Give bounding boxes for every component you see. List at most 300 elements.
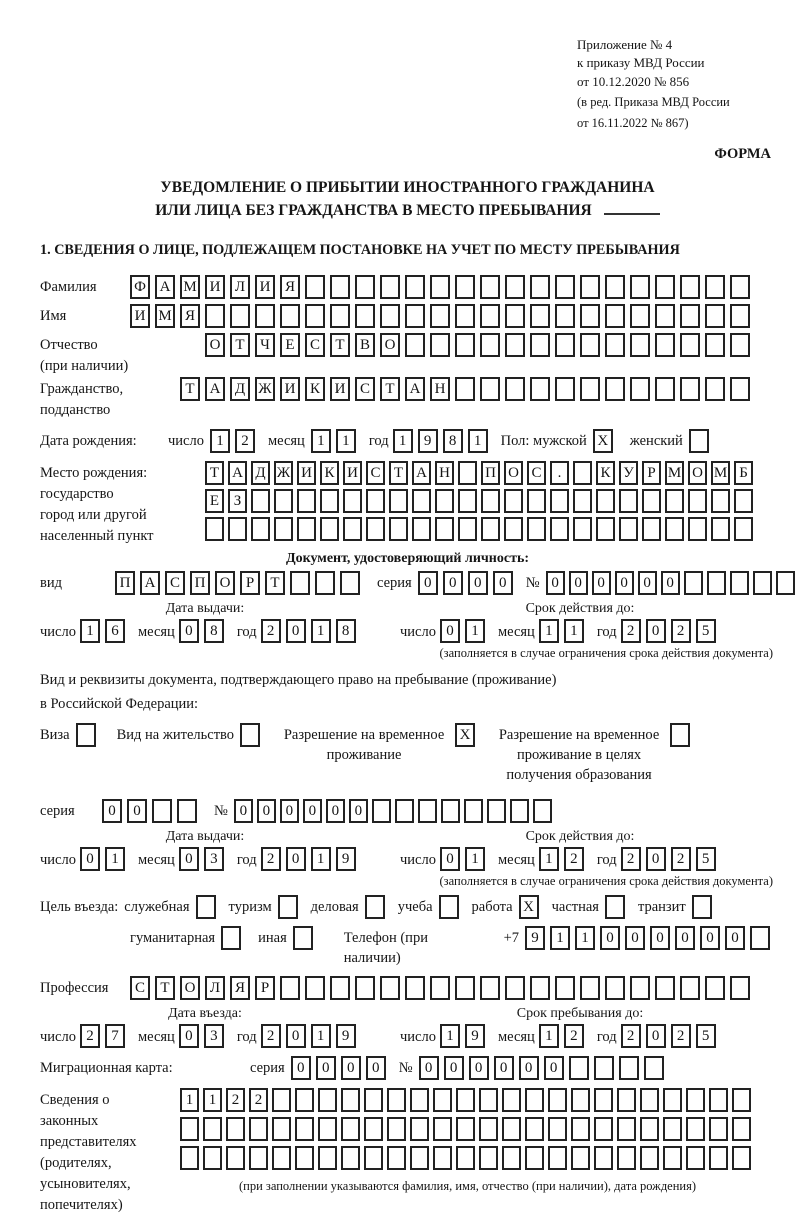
char-box[interactable]: 2 <box>621 619 641 643</box>
char-box[interactable] <box>412 517 431 541</box>
char-box[interactable] <box>502 1117 521 1141</box>
char-box[interactable]: П <box>115 571 135 595</box>
char-box[interactable]: 2 <box>261 619 281 643</box>
char-box[interactable] <box>205 517 224 541</box>
char-box[interactable] <box>596 517 615 541</box>
char-box[interactable] <box>272 1088 291 1112</box>
char-box[interactable]: 1 <box>180 1088 199 1112</box>
char-box[interactable]: 0 <box>615 571 634 595</box>
char-box[interactable] <box>605 275 625 299</box>
char-box[interactable] <box>355 275 375 299</box>
char-box[interactable]: 1 <box>80 619 100 643</box>
char-box[interactable]: 1 <box>468 429 488 453</box>
char-box[interactable] <box>410 1088 429 1112</box>
char-box[interactable] <box>596 489 615 513</box>
char-box[interactable] <box>525 1117 544 1141</box>
char-box[interactable]: Е <box>205 489 224 513</box>
char-box[interactable]: Ж <box>274 461 293 485</box>
char-box[interactable] <box>305 976 325 1000</box>
char-box[interactable] <box>380 304 400 328</box>
char-box[interactable]: А <box>405 377 425 401</box>
char-box[interactable]: 1 <box>550 926 570 950</box>
char-box[interactable]: Т <box>330 333 350 357</box>
char-box[interactable] <box>530 333 550 357</box>
char-box[interactable] <box>455 304 475 328</box>
char-box[interactable]: 0 <box>234 799 253 823</box>
char-box[interactable] <box>530 976 550 1000</box>
char-box[interactable]: К <box>596 461 615 485</box>
char-box[interactable] <box>555 304 575 328</box>
checkbox[interactable] <box>670 723 690 747</box>
char-box[interactable] <box>505 377 525 401</box>
char-box[interactable]: 5 <box>696 619 716 643</box>
char-box[interactable] <box>330 976 350 1000</box>
char-box[interactable] <box>655 333 675 357</box>
char-box[interactable] <box>580 377 600 401</box>
char-box[interactable] <box>366 517 385 541</box>
char-box[interactable]: 0 <box>600 926 620 950</box>
char-box[interactable]: 9 <box>418 429 438 453</box>
char-box[interactable] <box>569 1056 589 1080</box>
char-box[interactable]: 2 <box>226 1088 245 1112</box>
char-box[interactable] <box>711 517 730 541</box>
char-box[interactable]: А <box>155 275 175 299</box>
char-box[interactable] <box>580 304 600 328</box>
checkbox[interactable] <box>278 895 298 919</box>
char-box[interactable] <box>355 976 375 1000</box>
char-box[interactable]: И <box>205 275 225 299</box>
char-box[interactable] <box>711 489 730 513</box>
char-box[interactable]: 0 <box>569 571 588 595</box>
char-box[interactable] <box>617 1117 636 1141</box>
char-box[interactable]: Р <box>642 461 661 485</box>
char-box[interactable] <box>732 1146 751 1170</box>
char-box[interactable] <box>318 1117 337 1141</box>
char-box[interactable] <box>177 799 197 823</box>
char-box[interactable] <box>410 1117 429 1141</box>
char-box[interactable] <box>630 275 650 299</box>
char-box[interactable] <box>605 333 625 357</box>
char-box[interactable]: З <box>228 489 247 513</box>
char-box[interactable]: 0 <box>625 926 645 950</box>
char-box[interactable] <box>573 517 592 541</box>
checkbox[interactable]: X <box>455 723 475 747</box>
char-box[interactable] <box>387 1088 406 1112</box>
char-box[interactable] <box>548 1117 567 1141</box>
checkbox[interactable] <box>605 895 625 919</box>
char-box[interactable]: Л <box>205 976 225 1000</box>
char-box[interactable] <box>655 275 675 299</box>
char-box[interactable]: 9 <box>525 926 545 950</box>
char-box[interactable] <box>580 275 600 299</box>
char-box[interactable] <box>644 1056 664 1080</box>
char-box[interactable]: 1 <box>440 1024 460 1048</box>
char-box[interactable] <box>705 377 725 401</box>
char-box[interactable] <box>571 1117 590 1141</box>
char-box[interactable] <box>580 976 600 1000</box>
char-box[interactable] <box>410 1146 429 1170</box>
char-box[interactable]: Д <box>251 461 270 485</box>
char-box[interactable]: 0 <box>257 799 276 823</box>
char-box[interactable] <box>684 571 703 595</box>
char-box[interactable] <box>455 275 475 299</box>
char-box[interactable] <box>418 799 437 823</box>
char-box[interactable] <box>387 1146 406 1170</box>
char-box[interactable] <box>555 377 575 401</box>
char-box[interactable]: 0 <box>700 926 720 950</box>
char-box[interactable]: 9 <box>465 1024 485 1048</box>
char-box[interactable]: 0 <box>418 571 438 595</box>
char-box[interactable] <box>505 304 525 328</box>
char-box[interactable]: 2 <box>671 1024 691 1048</box>
char-box[interactable] <box>730 275 750 299</box>
char-box[interactable] <box>251 517 270 541</box>
char-box[interactable]: 5 <box>696 1024 716 1048</box>
char-box[interactable] <box>655 976 675 1000</box>
char-box[interactable] <box>290 571 310 595</box>
char-box[interactable]: И <box>130 304 150 328</box>
char-box[interactable] <box>550 489 569 513</box>
char-box[interactable] <box>504 517 523 541</box>
char-box[interactable]: Л <box>230 275 250 299</box>
char-box[interactable]: 0 <box>468 571 488 595</box>
char-box[interactable] <box>297 489 316 513</box>
char-box[interactable]: 8 <box>204 619 224 643</box>
char-box[interactable] <box>705 304 725 328</box>
char-box[interactable] <box>372 799 391 823</box>
char-box[interactable] <box>456 1088 475 1112</box>
char-box[interactable]: 0 <box>493 571 513 595</box>
char-box[interactable]: И <box>330 377 350 401</box>
char-box[interactable]: 0 <box>661 571 680 595</box>
char-box[interactable] <box>481 517 500 541</box>
char-box[interactable] <box>430 976 450 1000</box>
checkbox[interactable]: X <box>593 429 613 453</box>
char-box[interactable]: П <box>190 571 210 595</box>
char-box[interactable] <box>295 1117 314 1141</box>
char-box[interactable]: И <box>255 275 275 299</box>
char-box[interactable] <box>433 1117 452 1141</box>
checkbox[interactable] <box>692 895 712 919</box>
char-box[interactable] <box>341 1088 360 1112</box>
char-box[interactable] <box>530 275 550 299</box>
char-box[interactable] <box>617 1146 636 1170</box>
char-box[interactable] <box>340 571 360 595</box>
char-box[interactable] <box>734 489 753 513</box>
char-box[interactable] <box>686 1088 705 1112</box>
char-box[interactable]: Я <box>230 976 250 1000</box>
char-box[interactable] <box>295 1088 314 1112</box>
char-box[interactable] <box>318 1146 337 1170</box>
char-box[interactable]: 1 <box>575 926 595 950</box>
char-box[interactable] <box>180 1117 199 1141</box>
char-box[interactable] <box>297 517 316 541</box>
char-box[interactable]: 0 <box>291 1056 311 1080</box>
char-box[interactable] <box>730 377 750 401</box>
char-box[interactable]: Т <box>180 377 200 401</box>
char-box[interactable] <box>481 489 500 513</box>
checkbox[interactable] <box>293 926 313 950</box>
char-box[interactable]: 0 <box>286 1024 306 1048</box>
char-box[interactable] <box>594 1056 614 1080</box>
checkbox[interactable] <box>365 895 385 919</box>
char-box[interactable]: Р <box>240 571 260 595</box>
char-box[interactable]: 1 <box>311 619 331 643</box>
char-box[interactable]: Т <box>155 976 175 1000</box>
char-box[interactable]: 0 <box>341 1056 361 1080</box>
char-box[interactable] <box>205 304 225 328</box>
char-box[interactable] <box>605 377 625 401</box>
char-box[interactable] <box>479 1117 498 1141</box>
char-box[interactable] <box>680 333 700 357</box>
char-box[interactable]: С <box>527 461 546 485</box>
char-box[interactable] <box>571 1088 590 1112</box>
char-box[interactable] <box>405 333 425 357</box>
char-box[interactable] <box>709 1117 728 1141</box>
char-box[interactable] <box>630 377 650 401</box>
char-box[interactable] <box>640 1088 659 1112</box>
char-box[interactable]: Н <box>430 377 450 401</box>
char-box[interactable]: Ф <box>130 275 150 299</box>
char-box[interactable]: 1 <box>393 429 413 453</box>
char-box[interactable] <box>594 1146 613 1170</box>
char-box[interactable]: 2 <box>261 1024 281 1048</box>
char-box[interactable]: Д <box>230 377 250 401</box>
char-box[interactable] <box>655 377 675 401</box>
char-box[interactable] <box>573 489 592 513</box>
char-box[interactable] <box>249 1117 268 1141</box>
char-box[interactable] <box>433 1146 452 1170</box>
char-box[interactable]: 0 <box>286 847 306 871</box>
char-box[interactable]: М <box>711 461 730 485</box>
char-box[interactable] <box>255 304 275 328</box>
char-box[interactable] <box>571 1146 590 1170</box>
char-box[interactable]: М <box>665 461 684 485</box>
char-box[interactable]: С <box>130 976 150 1000</box>
char-box[interactable] <box>272 1117 291 1141</box>
char-box[interactable]: А <box>140 571 160 595</box>
char-box[interactable] <box>330 304 350 328</box>
char-box[interactable] <box>730 976 750 1000</box>
char-box[interactable] <box>458 461 477 485</box>
char-box[interactable]: 0 <box>179 619 199 643</box>
char-box[interactable]: 0 <box>127 799 147 823</box>
char-box[interactable]: С <box>165 571 185 595</box>
char-box[interactable] <box>380 275 400 299</box>
char-box[interactable]: 1 <box>311 429 331 453</box>
char-box[interactable] <box>487 799 506 823</box>
char-box[interactable] <box>619 489 638 513</box>
char-box[interactable]: О <box>504 461 523 485</box>
char-box[interactable] <box>395 799 414 823</box>
char-box[interactable] <box>318 1088 337 1112</box>
char-box[interactable] <box>642 489 661 513</box>
char-box[interactable]: 1 <box>203 1088 222 1112</box>
char-box[interactable] <box>251 489 270 513</box>
char-box[interactable] <box>707 571 726 595</box>
char-box[interactable]: 2 <box>235 429 255 453</box>
char-box[interactable] <box>387 1117 406 1141</box>
char-box[interactable] <box>458 489 477 513</box>
char-box[interactable]: 0 <box>544 1056 564 1080</box>
char-box[interactable]: И <box>280 377 300 401</box>
char-box[interactable] <box>630 333 650 357</box>
char-box[interactable] <box>366 489 385 513</box>
char-box[interactable] <box>665 517 684 541</box>
char-box[interactable] <box>730 571 749 595</box>
char-box[interactable] <box>456 1146 475 1170</box>
char-box[interactable] <box>619 517 638 541</box>
char-box[interactable] <box>364 1088 383 1112</box>
char-box[interactable] <box>555 976 575 1000</box>
char-box[interactable]: 0 <box>80 847 100 871</box>
char-box[interactable]: Ж <box>255 377 275 401</box>
char-box[interactable]: А <box>205 377 225 401</box>
char-box[interactable]: Н <box>435 461 454 485</box>
char-box[interactable] <box>435 489 454 513</box>
char-box[interactable]: 0 <box>519 1056 539 1080</box>
char-box[interactable] <box>389 489 408 513</box>
char-box[interactable] <box>226 1117 245 1141</box>
char-box[interactable] <box>505 333 525 357</box>
char-box[interactable] <box>230 304 250 328</box>
char-box[interactable] <box>527 489 546 513</box>
char-box[interactable]: 2 <box>671 619 691 643</box>
char-box[interactable]: 0 <box>102 799 122 823</box>
char-box[interactable]: Т <box>389 461 408 485</box>
char-box[interactable] <box>605 304 625 328</box>
char-box[interactable] <box>228 517 247 541</box>
char-box[interactable] <box>680 275 700 299</box>
char-box[interactable]: 0 <box>366 1056 386 1080</box>
char-box[interactable]: 1 <box>539 1024 559 1048</box>
char-box[interactable] <box>458 517 477 541</box>
char-box[interactable] <box>355 304 375 328</box>
char-box[interactable]: О <box>215 571 235 595</box>
char-box[interactable]: 1 <box>539 847 559 871</box>
char-box[interactable]: 1 <box>336 429 356 453</box>
char-box[interactable] <box>594 1088 613 1112</box>
char-box[interactable] <box>630 304 650 328</box>
char-box[interactable] <box>705 275 725 299</box>
checkbox[interactable] <box>196 895 216 919</box>
char-box[interactable]: М <box>180 275 200 299</box>
char-box[interactable] <box>430 304 450 328</box>
checkbox[interactable] <box>439 895 459 919</box>
char-box[interactable] <box>389 517 408 541</box>
char-box[interactable] <box>505 275 525 299</box>
char-box[interactable] <box>686 1146 705 1170</box>
char-box[interactable] <box>364 1117 383 1141</box>
char-box[interactable] <box>305 304 325 328</box>
char-box[interactable] <box>594 1117 613 1141</box>
char-box[interactable] <box>502 1088 521 1112</box>
char-box[interactable] <box>510 799 529 823</box>
char-box[interactable] <box>480 275 500 299</box>
char-box[interactable] <box>249 1146 268 1170</box>
char-box[interactable] <box>680 304 700 328</box>
char-box[interactable]: К <box>320 461 339 485</box>
char-box[interactable] <box>533 799 552 823</box>
char-box[interactable]: 2 <box>261 847 281 871</box>
checkbox[interactable]: X <box>519 895 539 919</box>
char-box[interactable]: 3 <box>204 1024 224 1048</box>
char-box[interactable] <box>686 1117 705 1141</box>
char-box[interactable] <box>527 517 546 541</box>
char-box[interactable] <box>274 517 293 541</box>
char-box[interactable] <box>573 461 592 485</box>
char-box[interactable]: У <box>619 461 638 485</box>
char-box[interactable] <box>274 489 293 513</box>
char-box[interactable]: 2 <box>621 1024 641 1048</box>
char-box[interactable]: . <box>550 461 569 485</box>
char-box[interactable] <box>750 926 770 950</box>
char-box[interactable]: 1 <box>311 1024 331 1048</box>
char-box[interactable] <box>441 799 460 823</box>
char-box[interactable]: 0 <box>725 926 745 950</box>
char-box[interactable] <box>479 1146 498 1170</box>
char-box[interactable]: 0 <box>286 619 306 643</box>
char-box[interactable] <box>455 377 475 401</box>
char-box[interactable]: Е <box>280 333 300 357</box>
char-box[interactable]: 1 <box>564 619 584 643</box>
char-box[interactable]: Р <box>255 976 275 1000</box>
char-box[interactable] <box>341 1117 360 1141</box>
char-box[interactable]: 0 <box>650 926 670 950</box>
char-box[interactable] <box>341 1146 360 1170</box>
char-box[interactable]: К <box>305 377 325 401</box>
char-box[interactable] <box>480 976 500 1000</box>
char-box[interactable] <box>730 333 750 357</box>
char-box[interactable]: 0 <box>179 1024 199 1048</box>
char-box[interactable] <box>430 275 450 299</box>
char-box[interactable]: 0 <box>280 799 299 823</box>
char-box[interactable] <box>343 489 362 513</box>
char-box[interactable] <box>680 377 700 401</box>
checkbox[interactable] <box>240 723 260 747</box>
char-box[interactable]: 0 <box>646 619 666 643</box>
char-box[interactable]: П <box>481 461 500 485</box>
char-box[interactable]: А <box>228 461 247 485</box>
char-box[interactable] <box>732 1117 751 1141</box>
char-box[interactable] <box>280 976 300 1000</box>
char-box[interactable] <box>280 304 300 328</box>
char-box[interactable] <box>152 799 172 823</box>
char-box[interactable] <box>480 304 500 328</box>
char-box[interactable] <box>405 275 425 299</box>
char-box[interactable] <box>548 1088 567 1112</box>
char-box[interactable]: Б <box>734 461 753 485</box>
char-box[interactable]: С <box>355 377 375 401</box>
char-box[interactable]: 0 <box>646 1024 666 1048</box>
char-box[interactable]: 0 <box>675 926 695 950</box>
char-box[interactable]: 0 <box>469 1056 489 1080</box>
char-box[interactable] <box>480 333 500 357</box>
char-box[interactable]: И <box>343 461 362 485</box>
char-box[interactable] <box>555 333 575 357</box>
char-box[interactable]: 6 <box>105 619 125 643</box>
char-box[interactable]: Я <box>280 275 300 299</box>
char-box[interactable] <box>203 1117 222 1141</box>
char-box[interactable] <box>530 304 550 328</box>
char-box[interactable]: 9 <box>336 1024 356 1048</box>
char-box[interactable]: О <box>205 333 225 357</box>
char-box[interactable] <box>776 571 795 595</box>
char-box[interactable]: 9 <box>336 847 356 871</box>
char-box[interactable] <box>550 517 569 541</box>
char-box[interactable] <box>330 275 350 299</box>
char-box[interactable] <box>320 517 339 541</box>
